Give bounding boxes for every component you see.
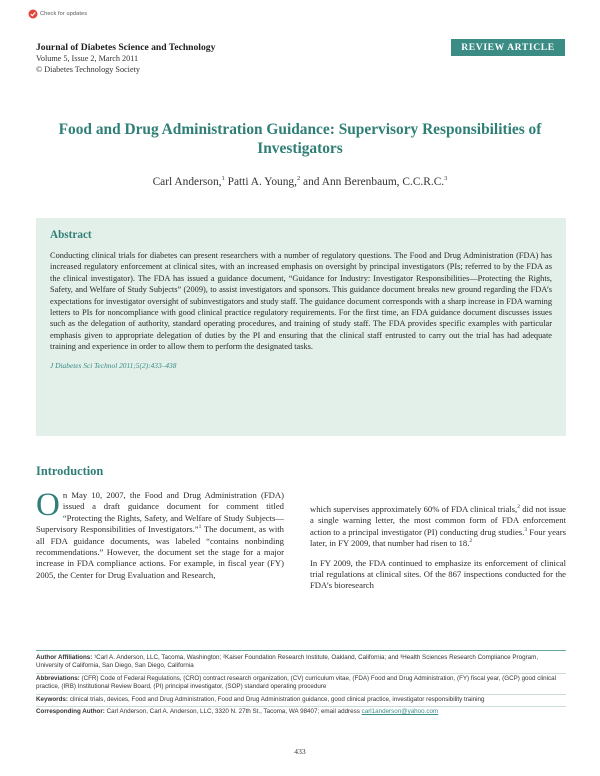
body-paragraph [310, 504, 566, 550]
note-label: Author Affiliations: [36, 654, 93, 661]
journal-volume: Volume 5, Issue 2, March 2011 [36, 54, 139, 63]
body-column-left [36, 487, 284, 581]
check-updates-label: Check for updates [40, 11, 88, 17]
journal-copyright: © Diabetes Technology Society [36, 64, 140, 74]
author-list [34, 175, 566, 188]
footer-notes [36, 653, 566, 718]
introduction-heading: Introduction [36, 464, 104, 478]
note-label: Keywords: [36, 695, 68, 703]
body-text: n May 10, 2007, the Food and Drug Administration (FDA) issued a draft guidance document for comment titled “Protecting the Rights, Safety, and Welfare of Study Subjects—Supervisory Responsibilities of Investigators.” [36, 490, 284, 535]
footer-divider [36, 650, 566, 651]
email-link[interactable]: carl1anderson@yahoo.com [361, 708, 439, 716]
page-number: 433 [294, 747, 306, 756]
reference-mark: 3 [524, 526, 528, 533]
keywords [36, 695, 566, 707]
article-type-tag: REVIEW ARTICLE [451, 39, 565, 56]
reference-mark: 1 [198, 524, 202, 531]
body-column-right [310, 504, 566, 592]
body-text: Four years later, in FY 2009, that number had risen to 18. [310, 526, 566, 549]
reference-mark: 2 [517, 504, 520, 511]
note-label: Corresponding Author: [36, 708, 105, 716]
author-name: Patti A. Young, [224, 175, 297, 188]
body-text: did not issue a single warning letter, the most common form of FDA enforcement action to a principal investigator (PI) conducting drug studies. [310, 504, 566, 537]
body-text: which supervises approximately 60% of FDA clinical trials, [310, 504, 518, 514]
body-paragraph: In FY 2009, the FDA continued to emphasize its enforcement of clinical trial regulations at clinical sites. Of the 867 inspections conducted for the FDA’s bioresearch [310, 557, 566, 591]
check-for-updates-badge[interactable] [28, 8, 87, 20]
author-affiliation-mark: 3 [444, 175, 448, 182]
note-text: Carl Anderson, Carl A. Anderson, LLC, 3320 N. 27th St., Tacoma, WA 98407; email address [104, 708, 362, 716]
drop-cap: O [36, 487, 60, 523]
note-text: (CFR) Code of Federal Regulations, (CRO) contract research organization, (CV) curriculum vitae, (FDA) Food and Drug Administration, (FY) fiscal year, (GCP) good clinical practice, (IRB) Institutional Review Board, (PI) principal investigator, (SOP) standard operating procedure [36, 674, 556, 691]
reference-mark: 2 [469, 538, 473, 545]
journal-name: Journal of Diabetes Science and Technology [36, 42, 216, 53]
author-name: and Ann Berenbaum, C.C.R.C. [300, 175, 445, 188]
body-text: The document, as with all FDA guidance documents, was labeled “contains nonbinding recommendations.” However, the document set the stage for a major increase in FDA compliance actions. For example, in fiscal year (FY) 2005, the Center for Drug Evaluation and Research, [36, 524, 284, 580]
abstract-text: Conducting clinical trials for diabetes can present researchers with a number of regulatory questions. The Food and Drug Administration (FDA) has increased regulatory enforcement at clinical sites, with an increased emphasis on oversight by principal investigators (PIs; referred to by the FDA as the clinical investigator). The FDA has issued a guidance document, “Guidance for Industry: Investigator Responsibilities—Protecting the Rights, Safety, and Welfare of Study Subjects” (2009), to assist investigators and sponsors. This guidance document breaks new ground regarding the FDA’s expectations for investigator oversight of subinvestigators and study staff. The guidance document corresponds with a sharp increase in FDA warning letters to PIs for noncompliance with good clinical practice regulatory requirements. For the first time, an FDA guidance document discusses issues such as the delegation of authority, standard operating procedures, and training of study staff. The FDA provides specific examples with particular emphasis given to appropriate delegation of duties by the PI and ensuring that the clinical staff entrusted to carry out the trial has had adequate training and experience in order to allow them to perform the designated tasks. [50, 251, 552, 352]
body-paragraph [36, 487, 284, 581]
note-text: clinical trials, devices, Food and Drug Administration, Food and Drug Administration guidance, good clinical practice, investigator responsibility training [67, 695, 485, 703]
journal-header [36, 42, 215, 75]
author-affiliations [36, 653, 566, 674]
article-title: Food and Drug Administration Guidance: Supervisory Responsibilities of Investigators [58, 121, 542, 157]
abstract-citation: J Diabetes Sci Technol 2011;5(2):433–438 [50, 360, 177, 370]
note-text: ¹Carl A. Anderson, LLC, Tacoma, Washington; ²Kaiser Foundation Research Institute, Oakland, California; and ³Health Sciences Research Compliance Program, University of California, San Diego, San Diego, California [36, 654, 539, 670]
abbreviations [36, 674, 566, 695]
author-affiliation-mark: 2 [296, 175, 301, 182]
abstract-heading: Abstract [50, 229, 92, 241]
note-label: Abbreviations: [36, 674, 80, 682]
corresponding-author [36, 707, 566, 718]
author-affiliation-mark: 1 [221, 175, 225, 182]
check-updates-icon [28, 9, 38, 19]
author-name: Carl Anderson, [152, 175, 222, 188]
abstract-box [36, 218, 566, 436]
